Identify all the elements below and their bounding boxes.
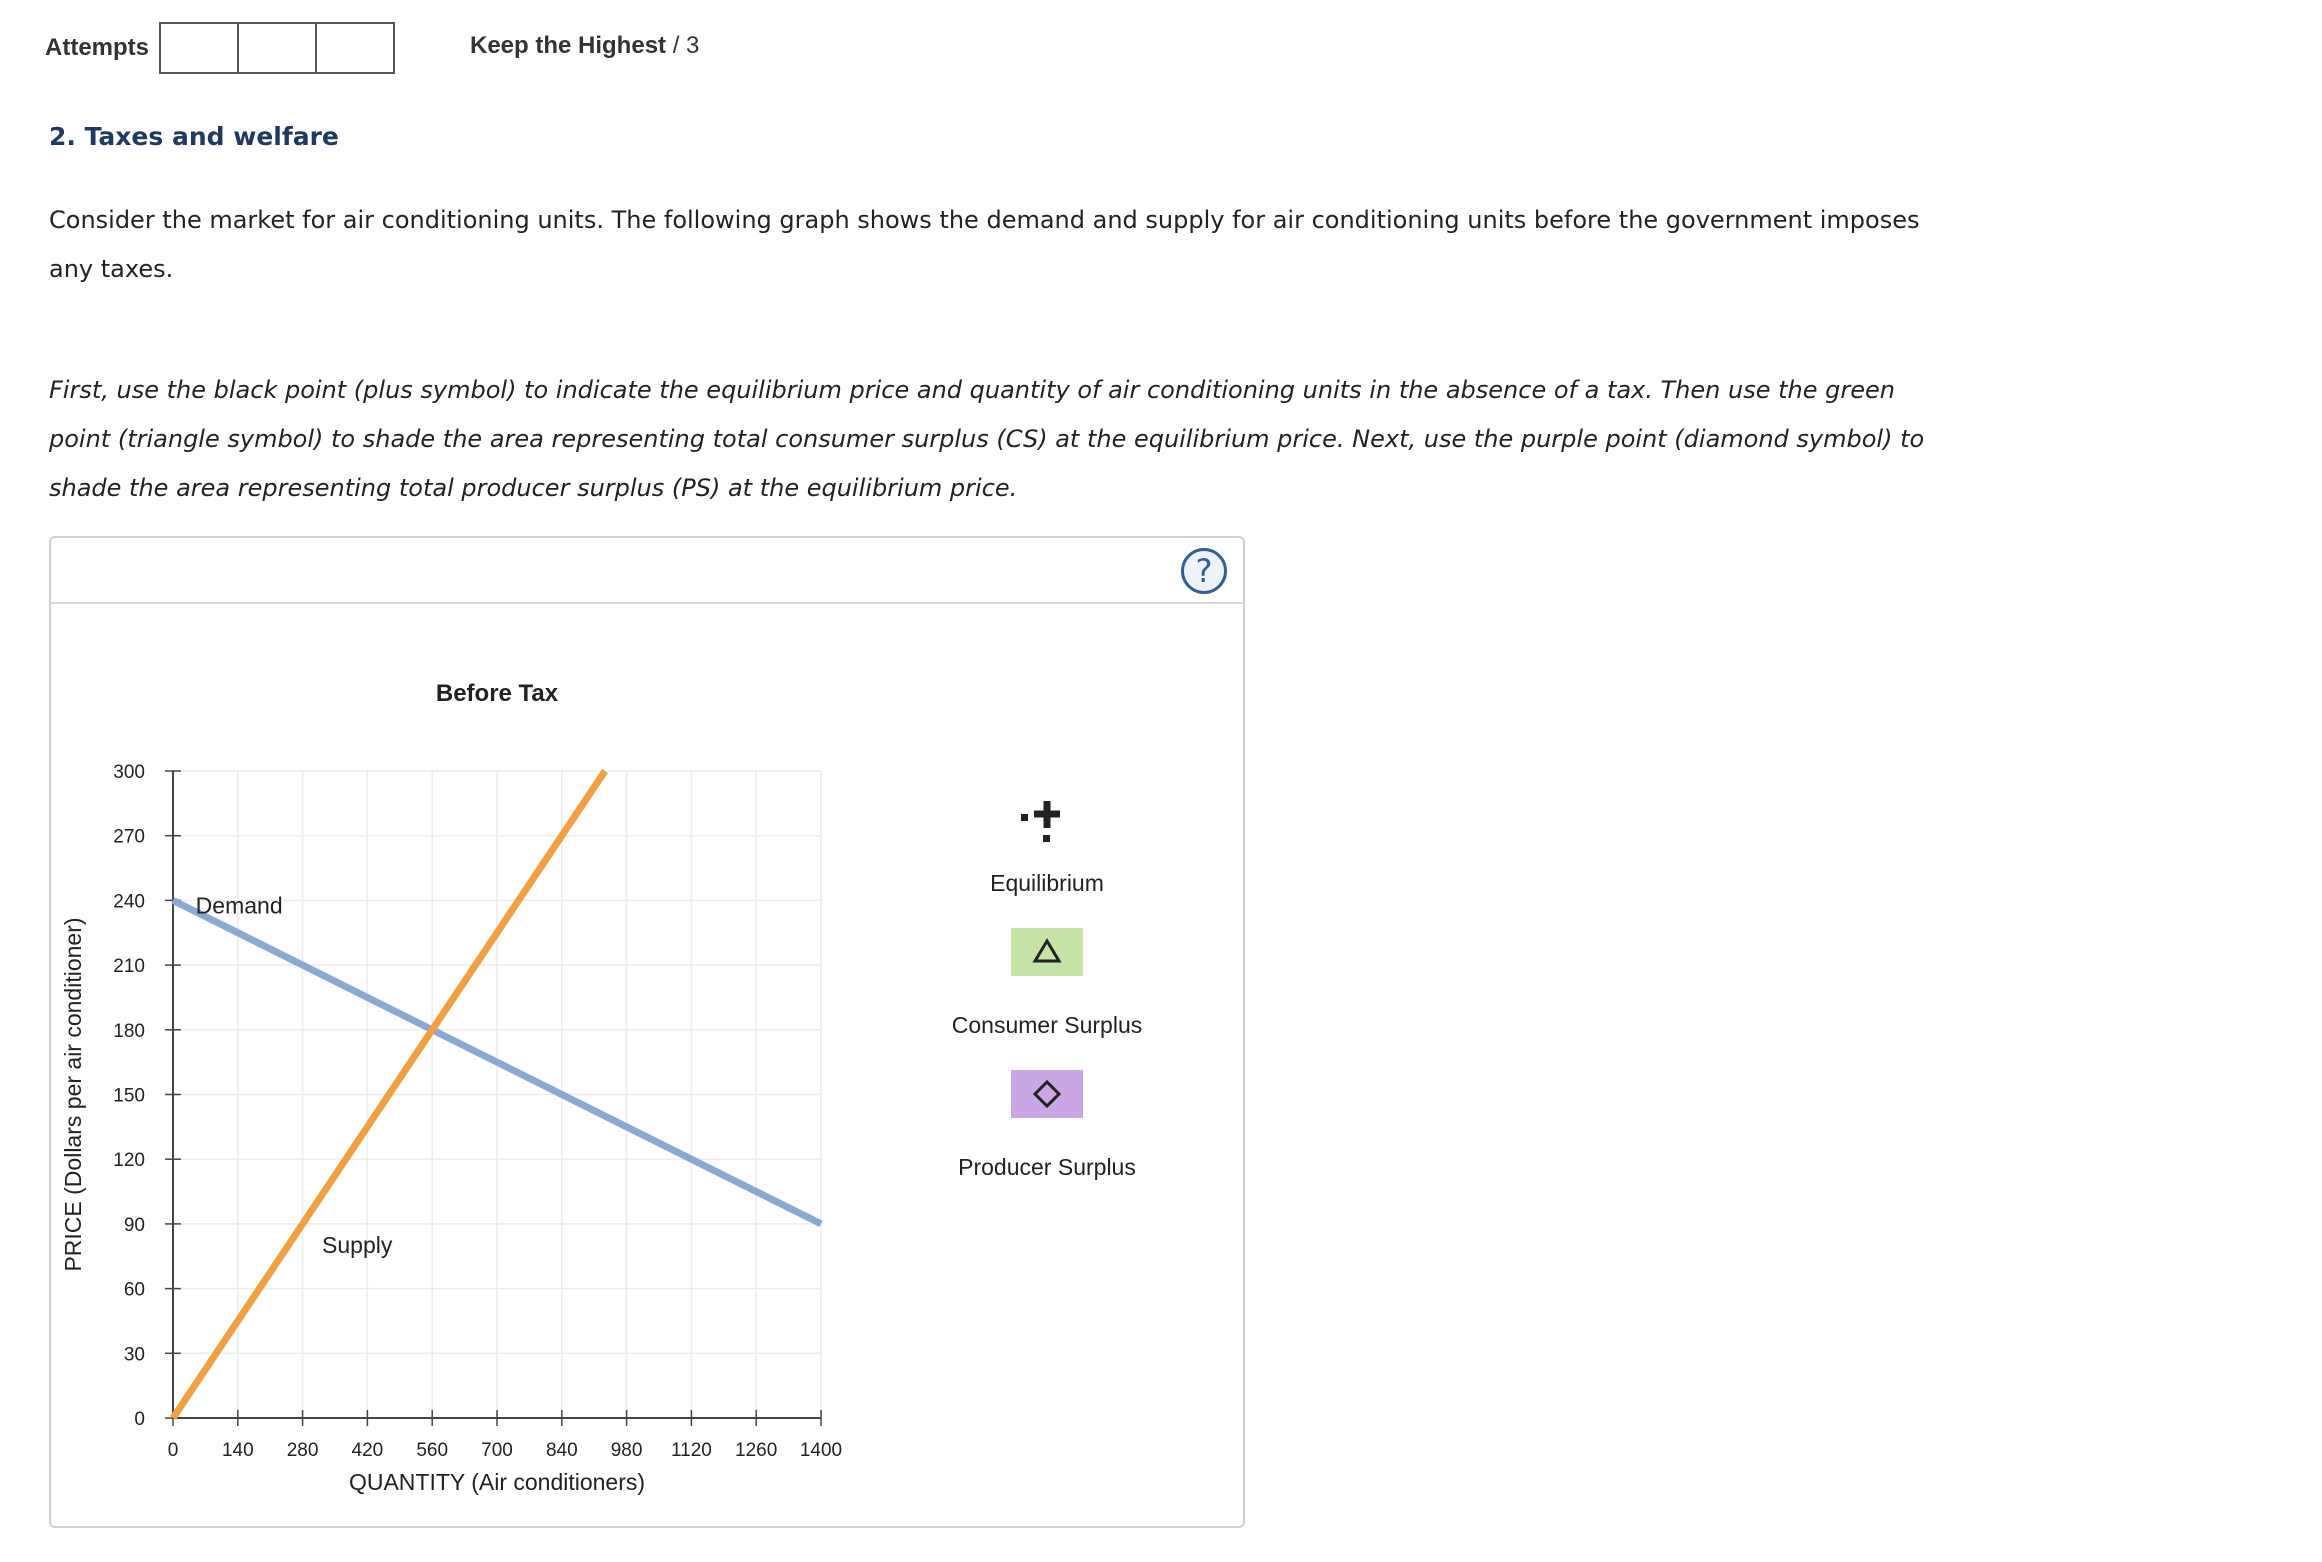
y-tick-label: 180 — [113, 1020, 145, 1042]
plus-hint-dot-bottom — [1043, 835, 1050, 842]
x-tick-label: 1120 — [670, 1440, 712, 1461]
x-tick-label: 980 — [610, 1440, 643, 1461]
x-tick-label: 280 — [286, 1440, 319, 1461]
x-tick-label: 700 — [481, 1440, 513, 1461]
question-mark-icon[interactable]: ? — [1181, 548, 1227, 594]
x-tick-label: 840 — [545, 1440, 578, 1461]
before-tax-graph[interactable] — [51, 538, 1247, 1530]
diamond-swatch — [1011, 1070, 1083, 1118]
question-intro: Consider the market for air conditioning units. The following graph shows the demand and supply for air conditioning units before the government imposes any taxes. — [49, 206, 1920, 283]
attempt-box-1 — [159, 22, 239, 74]
x-tick-label: 140 — [221, 1440, 254, 1461]
question-title: 2. Taxes and welfare — [49, 122, 339, 151]
supply-label: Supply — [322, 1232, 393, 1259]
y-tick-label: 0 — [134, 1409, 145, 1430]
y-tick-label: 240 — [113, 891, 145, 913]
attempts-label: Attempts — [45, 34, 150, 61]
x-axis-title: QUANTITY (Air conditioners) — [348, 1469, 646, 1495]
plus-icon — [1034, 801, 1060, 828]
x-tick-label: 560 — [416, 1440, 449, 1461]
graph-panel — [49, 536, 1245, 1528]
legend-label: Producer Surplus — [958, 1154, 1136, 1180]
y-tick-label: 90 — [123, 1214, 145, 1236]
grid — [173, 771, 821, 1418]
demand-label: Demand — [195, 892, 283, 919]
legend[interactable] — [952, 801, 1142, 1180]
legend-label: Equilibrium — [990, 870, 1104, 896]
y-tick-label: 210 — [113, 956, 145, 978]
ticks — [113, 762, 842, 1461]
y-tick-label: 120 — [113, 1150, 145, 1172]
triangle-tool[interactable] — [952, 928, 1142, 1038]
question-instructions: First, use the black point (plus symbol) to indicate the equilibrium price and quantity of air conditioning units in the absence of a tax. Then use the green point (triangle symbol) to shade the area representing total consumer surplus (CS) at the equilibrium price. Next, use the purple point (diamond symbol) to shade the area representing total producer surplus (PS) at the equilibrium price. — [49, 376, 1925, 502]
y-tick-label: 60 — [123, 1279, 145, 1301]
y-axis-title: PRICE (Dollars per air conditioner) — [60, 917, 86, 1272]
x-tick-label: 0 — [167, 1440, 179, 1461]
x-tick-label: 1400 — [799, 1440, 843, 1461]
x-tick-label: 420 — [351, 1440, 384, 1461]
y-tick-label: 30 — [123, 1344, 145, 1366]
keep-highest-label: Keep the Highest — [470, 32, 667, 59]
y-tick-label: 270 — [113, 826, 145, 848]
plus-hint-dot-left — [1021, 814, 1028, 821]
diamond-tool[interactable] — [958, 1070, 1136, 1180]
attempt-box-2 — [237, 22, 317, 74]
triangle-swatch — [1011, 928, 1083, 976]
chart-title: Before Tax — [435, 680, 559, 707]
y-tick-label: 300 — [113, 762, 145, 783]
attempt-box-3 — [315, 22, 395, 74]
attempts-row — [45, 22, 395, 74]
keep-highest-count: / 3 — [672, 32, 700, 59]
legend-label: Consumer Surplus — [951, 1012, 1143, 1038]
y-tick-label: 150 — [113, 1085, 145, 1107]
x-tick-label: 1260 — [735, 1440, 778, 1461]
keep-highest — [470, 32, 699, 60]
plus-tool[interactable] — [990, 801, 1104, 896]
